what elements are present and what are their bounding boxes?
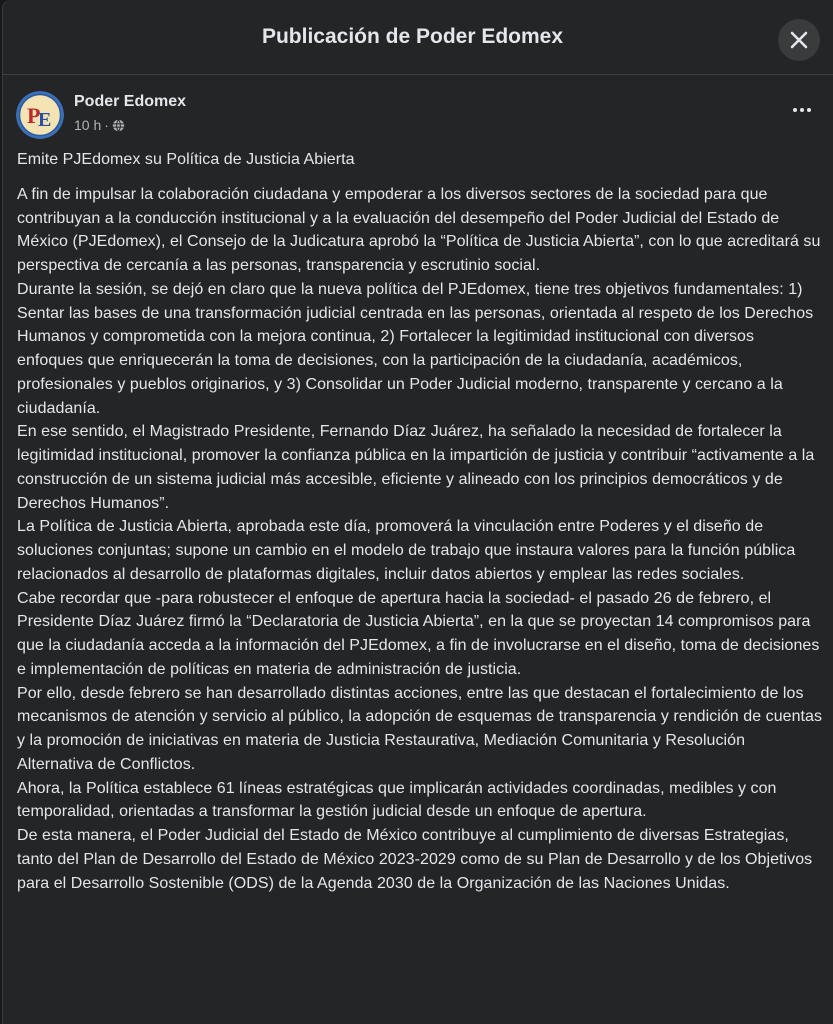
post-time[interactable]: 10 h bbox=[74, 117, 102, 133]
more-options-icon bbox=[793, 108, 797, 112]
post-paragraph: La Política de Justicia Abierta, aprobada este día, promoverá la vinculación entre Poderes y el diseño de soluciones conjuntas; supone un cambio en el modelo de trabajo que instaura valores para la función pública relacionados al desarrollo de plataformas digitales, incluir datos abiertos y emplear las redes sociales. bbox=[17, 518, 796, 583]
avatar[interactable] bbox=[16, 91, 64, 139]
post-paragraph: En ese sentido, el Magistrado Presidente, Fernando Díaz Juárez, ha señalado la necesidad de fortalecer la legitimidad institucional, promover la confianza pública en la impartición de justicia y contribuir “activamente a la construcción de un sistema judicial más accesible, eficiente y alineado con los principios democráticos y de Derechos Humanos”. bbox=[17, 423, 815, 512]
meta-separator: · bbox=[104, 117, 109, 133]
post-paragraph: De esta manera, el Poder Judicial del Estado de México contribuye al cumplimiento de diversas Estrategias, tanto del Plan de Desarrollo del Estado de México 2023-2029 como de su Plan de Desarrollo y de los Objetivos para el Desarrollo Sostenible (ODS) de la Agenda 2030 de la Organización de las Naciones Unidas. bbox=[17, 827, 813, 892]
post-meta bbox=[74, 117, 125, 133]
svg-text:P: P bbox=[27, 103, 41, 128]
post-text bbox=[17, 148, 823, 895]
more-options-dot bbox=[807, 108, 811, 112]
globe-icon[interactable] bbox=[112, 119, 125, 132]
post-header bbox=[3, 75, 833, 141]
post-paragraph: Durante la sesión, se dejó en claro que la nueva política del PJEdomex, tiene tres objetivos fundamentales: 1) Sentar las bases de una transformación judicial centrada en las personas, orientada al respeto de los Derechos Humanos y comprometida con la mejora continua, 2) Fortalecer la legitimidad institucional con diversos enfoques que enriquecerán la toma de decisiones, con la participación de la ciudadanía, académicos, profesionales y pueblos originarios, y 3) Consolidar un Poder Judicial moderno, transparente y cercano a la ciudadanía. bbox=[17, 280, 814, 417]
post-author[interactable]: Poder Edomex bbox=[74, 93, 187, 110]
svg-text:E: E bbox=[38, 109, 52, 131]
post-paragraph: Ahora, la Política establece 61 líneas estratégicas que implicarán actividades coordinadas, medibles y con temporalidad, orientadas a transformar la gestión judicial desde un enfoque de apertura. bbox=[17, 779, 777, 821]
post-paragraph: Cabe recordar que -para robustecer el enfoque de apertura hacia la sociedad- el pasado 26 de febrero, el Presidente Díaz Juárez firmó la “Declaratoria de Justicia Abierta”, en la que se proyectan 14 compromisos para que la ciudadanía acceda a la información del PJEdomex, a fin de involucrarse en el diseño, toma de decisiones e implementación de políticas en materia de administración de justicia. bbox=[17, 589, 820, 678]
dialog-header bbox=[3, 0, 833, 75]
page-logo bbox=[16, 91, 64, 139]
more-options-dot bbox=[800, 108, 804, 112]
post-paragraph: Por ello, desde febrero se han desarrollado distintas acciones, entre las que destacan el fortalecimiento de los mecanismos de atención y servicio al público, la adopción de esquemas de transparencia y rendición de cuentas y la promoción de iniciativas en materia de Justicia Restaurativa, Mediación Comunitaria y Resolución Alternativa de Conflictos. bbox=[17, 684, 823, 773]
close-icon bbox=[789, 30, 809, 50]
dialog-title: Publicación de Poder Edomex bbox=[261, 25, 564, 48]
post-headline: Emite PJEdomex su Política de Justicia Abierta bbox=[17, 151, 355, 168]
post-paragraph: A fin de impulsar la colaboración ciudadana y empoderar a los diversos sectores de la sociedad para que contribuyan a la conducción institucional y a la evaluación del desempeño del Poder Judicial del Estado de México (PJEdomex), el Consejo de la Judicatura aprobó la “Política de Justicia Abierta”, con lo que acreditará su perspectiva de cercanía a las personas, transparencia y escrutinio social. bbox=[17, 185, 821, 274]
close-button[interactable] bbox=[778, 19, 820, 61]
post-dialog bbox=[2, 0, 833, 1024]
more-options-button[interactable] bbox=[784, 97, 820, 123]
